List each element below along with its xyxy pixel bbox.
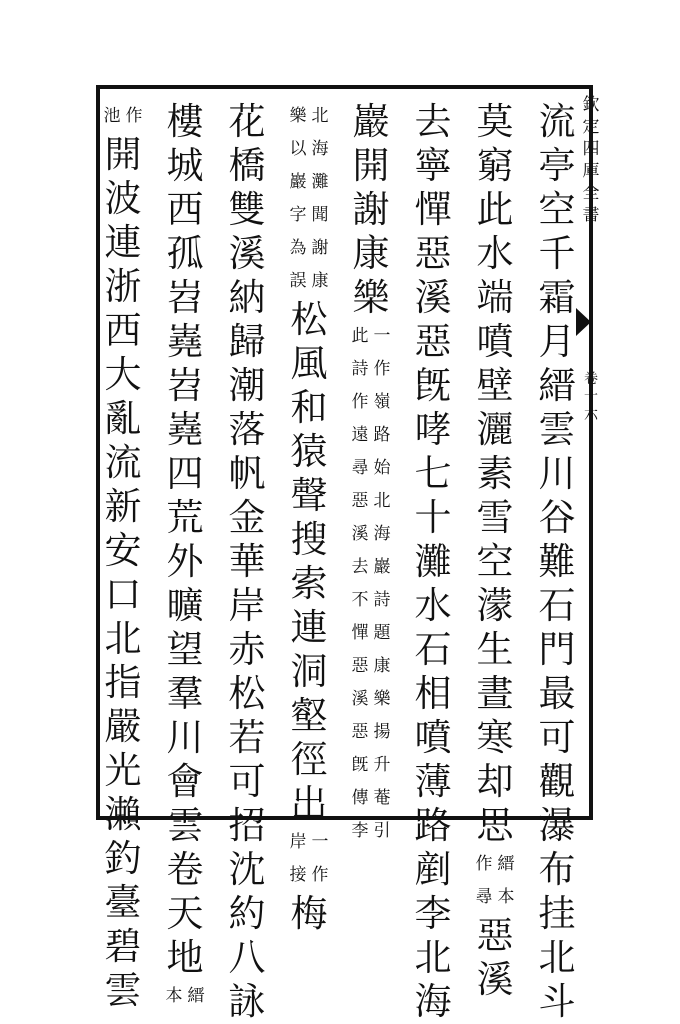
lead-note-left-line (101, 100, 123, 133)
main-glyph: 會 (166, 760, 204, 803)
note-glyph: 字 (289, 205, 307, 225)
main-glyph: 布 (538, 848, 576, 891)
main-glyph: 窮 (476, 144, 514, 187)
inline-note (287, 826, 331, 892)
lead-note-right-line (123, 100, 145, 133)
note-glyph: 尋 (351, 458, 369, 478)
note-glyph: 升 (373, 755, 391, 775)
main-glyph: 千 (538, 232, 576, 275)
main-text (225, 100, 269, 1024)
note-glyph: 北 (373, 491, 391, 511)
main-glyph: 水 (414, 584, 452, 627)
main-glyph: 思 (476, 804, 514, 847)
note-glyph: 憚 (351, 623, 369, 643)
note-glyph: 詩 (373, 590, 391, 610)
main-glyph: 濛 (476, 584, 514, 627)
main-glyph: 北 (414, 936, 452, 979)
lead-note-left-line (287, 100, 309, 298)
inline-note-right-line (495, 848, 517, 914)
main-text (163, 100, 207, 980)
main-glyph: 曠 (166, 584, 204, 627)
main-glyph: 最 (538, 672, 576, 715)
main-glyph: 出 (290, 782, 328, 825)
note-glyph: 詩 (351, 359, 369, 379)
inline-note (473, 848, 517, 914)
main-text (535, 100, 579, 1024)
note-glyph: 菴 (373, 788, 391, 808)
note-glyph: 揚 (373, 722, 391, 742)
main-glyph: 北 (104, 617, 142, 660)
main-glyph: 憚 (414, 188, 452, 231)
main-glyph: 地 (166, 936, 204, 979)
book-title: 欽 定 四 庫 全 書 (582, 95, 600, 225)
page-margin-strip (580, 80, 602, 825)
note-glyph: 海 (373, 524, 391, 544)
main-glyph: 雲 (104, 969, 142, 1012)
main-glyph: 水 (476, 232, 514, 275)
note-glyph: 縉 (497, 854, 515, 874)
main-glyph: 岧 (166, 364, 204, 407)
note-glyph: 李 (351, 821, 369, 841)
note-glyph: 作 (475, 854, 493, 874)
main-glyph: 和 (290, 386, 328, 429)
note-glyph: 溪 (351, 689, 369, 709)
main-glyph: 指 (104, 661, 142, 704)
main-glyph: 臺 (104, 881, 142, 924)
main-glyph: 此 (476, 188, 514, 231)
main-glyph: 流 (538, 100, 576, 143)
note-glyph: 接 (289, 865, 307, 885)
main-glyph: 雙 (228, 188, 266, 231)
main-glyph: 嶤 (166, 320, 204, 363)
main-glyph: 羣 (166, 672, 204, 715)
main-glyph: 十 (414, 496, 452, 539)
main-glyph: 外 (166, 540, 204, 583)
main-glyph: 城 (166, 144, 204, 187)
main-glyph: 梅 (290, 892, 328, 935)
main-glyph: 川 (538, 452, 576, 495)
main-glyph: 四 (166, 452, 204, 495)
note-glyph: 不 (351, 590, 369, 610)
main-glyph: 縉 (538, 364, 576, 407)
main-glyph: 素 (476, 452, 514, 495)
main-glyph: 索 (290, 562, 328, 605)
lead-note (101, 100, 145, 133)
main-glyph: 八 (228, 936, 266, 979)
main-glyph: 落 (228, 408, 266, 451)
main-glyph: 李 (414, 892, 452, 935)
main-glyph: 潮 (228, 364, 266, 407)
main-glyph: 相 (414, 672, 452, 715)
note-glyph: 題 (373, 623, 391, 643)
main-glyph: 連 (104, 221, 142, 264)
main-glyph: 納 (228, 276, 266, 319)
main-glyph: 開 (104, 133, 142, 176)
main-glyph: 旣 (414, 364, 452, 407)
main-glyph: 華 (228, 540, 266, 583)
main-glyph: 亂 (104, 397, 142, 440)
main-text (287, 298, 331, 826)
main-glyph: 七 (414, 452, 452, 495)
inline-note-left-line (473, 848, 495, 914)
note-glyph: 岸 (289, 832, 307, 852)
main-glyph: 哮 (414, 408, 452, 451)
main-glyph: 石 (538, 584, 576, 627)
main-glyph: 灑 (476, 408, 514, 451)
main-glyph: 北 (538, 936, 576, 979)
main-glyph: 雪 (476, 496, 514, 539)
main-glyph: 孤 (166, 232, 204, 275)
main-glyph: 溪 (476, 958, 514, 1001)
note-glyph: 康 (373, 656, 391, 676)
main-glyph: 花 (228, 100, 266, 143)
main-text (349, 100, 393, 320)
note-glyph: 池 (103, 106, 121, 126)
note-glyph: 引 (373, 821, 391, 841)
note-glyph: 作 (125, 106, 143, 126)
main-glyph: 沈 (228, 848, 266, 891)
main-glyph: 聲 (290, 474, 328, 517)
main-glyph: 釣 (104, 837, 142, 880)
main-glyph: 路 (414, 804, 452, 847)
main-glyph: 雲 (166, 804, 204, 847)
volume-number: 卷 十 六 (584, 371, 598, 423)
main-glyph: 可 (228, 760, 266, 803)
main-glyph: 惡 (414, 232, 452, 275)
inline-note (349, 320, 393, 848)
main-glyph: 噴 (476, 320, 514, 363)
main-glyph: 晝 (476, 672, 514, 715)
main-glyph: 連 (290, 606, 328, 649)
note-glyph: 路 (373, 425, 391, 445)
main-text (473, 100, 517, 848)
main-glyph: 招 (228, 804, 266, 847)
note-glyph: 縉 (187, 986, 205, 1006)
main-glyph: 歸 (228, 320, 266, 363)
note-glyph: 尋 (475, 887, 493, 907)
main-glyph: 却 (476, 760, 514, 803)
note-glyph: 為 (289, 238, 307, 258)
main-glyph: 灘 (414, 540, 452, 583)
note-glyph: 始 (373, 458, 391, 478)
note-glyph: 北 (311, 106, 329, 126)
main-glyph: 口 (104, 573, 142, 616)
main-glyph: 壑 (290, 694, 328, 737)
main-glyph: 門 (538, 628, 576, 671)
note-glyph: 巖 (373, 557, 391, 577)
main-glyph: 薄 (414, 760, 452, 803)
main-glyph: 挂 (538, 892, 576, 935)
note-glyph: 灘 (311, 172, 329, 192)
note-glyph: 海 (311, 139, 329, 159)
note-glyph: 旣 (351, 755, 369, 775)
main-glyph: 谷 (538, 496, 576, 539)
main-glyph: 石 (414, 628, 452, 671)
main-glyph: 波 (104, 177, 142, 220)
main-glyph: 新 (104, 485, 142, 528)
main-glyph: 岧 (166, 276, 204, 319)
main-glyph: 松 (290, 298, 328, 341)
main-glyph: 寒 (476, 716, 514, 759)
note-glyph: 嶺 (373, 392, 391, 412)
main-glyph: 川 (166, 716, 204, 759)
note-glyph: 一 (373, 326, 391, 346)
main-glyph: 帆 (228, 452, 266, 495)
note-glyph: 傳 (351, 788, 369, 808)
main-glyph: 嶤 (166, 408, 204, 451)
main-glyph: 岸 (228, 584, 266, 627)
main-glyph: 望 (166, 628, 204, 671)
main-glyph: 亭 (538, 144, 576, 187)
note-glyph: 巖 (289, 172, 307, 192)
main-glyph: 海 (414, 980, 452, 1023)
inline-note (163, 980, 207, 1013)
note-glyph: 樂 (289, 106, 307, 126)
main-glyph: 嚴 (104, 705, 142, 748)
main-glyph: 噴 (414, 716, 452, 759)
main-glyph: 瀨 (104, 793, 142, 836)
note-glyph: 聞 (311, 205, 329, 225)
main-glyph: 光 (104, 749, 142, 792)
main-glyph: 可 (538, 716, 576, 759)
note-glyph: 誤 (289, 271, 307, 291)
main-glyph: 溪 (228, 232, 266, 275)
main-glyph: 去 (414, 100, 452, 143)
main-glyph: 空 (538, 188, 576, 231)
lead-note (287, 100, 331, 298)
inline-note-right-line (185, 980, 207, 1013)
main-glyph: 搜 (290, 518, 328, 561)
note-glyph: 以 (289, 139, 307, 159)
note-glyph: 作 (373, 359, 391, 379)
main-glyph: 徑 (290, 738, 328, 781)
main-glyph: 橋 (228, 144, 266, 187)
note-glyph: 此 (351, 326, 369, 346)
inline-note-left-line (349, 320, 371, 848)
main-glyph: 金 (228, 496, 266, 539)
inline-note-left-line (287, 826, 309, 892)
main-glyph: 月 (538, 320, 576, 363)
note-glyph: 樂 (373, 689, 391, 709)
main-text (101, 133, 145, 1013)
note-glyph: 作 (311, 865, 329, 885)
note-glyph: 本 (497, 887, 515, 907)
note-glyph: 作 (351, 392, 369, 412)
main-glyph: 猿 (290, 430, 328, 473)
main-glyph: 流 (104, 441, 142, 484)
note-glyph: 康 (311, 271, 329, 291)
main-glyph: 剷 (414, 848, 452, 891)
inline-note-right-line (371, 320, 393, 848)
main-glyph: 浙 (104, 265, 142, 308)
note-glyph: 一 (311, 832, 329, 852)
inline-note-left-line (163, 980, 185, 1013)
main-glyph: 霜 (538, 276, 576, 319)
lead-note-right-line (309, 100, 331, 298)
main-glyph: 難 (538, 540, 576, 583)
main-glyph: 瀑 (538, 804, 576, 847)
main-glyph: 生 (476, 628, 514, 671)
main-glyph: 大 (104, 353, 142, 396)
main-glyph: 赤 (228, 628, 266, 671)
note-glyph: 惡 (351, 722, 369, 742)
main-glyph: 天 (166, 892, 204, 935)
main-glyph: 寧 (414, 144, 452, 187)
main-glyph: 風 (290, 342, 328, 385)
main-glyph: 西 (166, 188, 204, 231)
main-glyph: 端 (476, 276, 514, 319)
main-glyph: 謝 (352, 188, 390, 231)
note-glyph: 謝 (311, 238, 329, 258)
main-text (411, 100, 455, 1024)
main-glyph: 西 (104, 309, 142, 352)
main-glyph: 空 (476, 540, 514, 583)
main-glyph: 斗 (538, 980, 576, 1023)
note-glyph: 溪 (351, 524, 369, 544)
main-glyph: 安 (104, 529, 142, 572)
note-glyph: 遠 (351, 425, 369, 445)
main-glyph: 惡 (476, 914, 514, 957)
note-glyph: 本 (165, 986, 183, 1006)
main-glyph: 約 (228, 892, 266, 935)
main-glyph: 觀 (538, 760, 576, 803)
tail-text (287, 892, 331, 936)
main-glyph: 開 (352, 144, 390, 187)
main-glyph: 若 (228, 716, 266, 759)
tail-text (473, 914, 517, 1002)
inline-note-right-line (309, 826, 331, 892)
main-glyph: 莫 (476, 100, 514, 143)
main-glyph: 荒 (166, 496, 204, 539)
note-glyph: 惡 (351, 656, 369, 676)
main-glyph: 壁 (476, 364, 514, 407)
main-glyph: 樓 (166, 100, 204, 143)
main-glyph: 惡 (414, 320, 452, 363)
note-glyph: 惡 (351, 491, 369, 511)
main-glyph: 松 (228, 672, 266, 715)
main-glyph: 溪 (414, 276, 452, 319)
main-glyph: 康 (352, 232, 390, 275)
main-glyph: 洞 (290, 650, 328, 693)
main-glyph: 詠 (228, 980, 266, 1023)
main-glyph: 雲 (538, 408, 576, 451)
main-glyph: 碧 (104, 925, 142, 968)
main-glyph: 巖 (352, 100, 390, 143)
main-glyph: 樂 (352, 276, 390, 319)
note-glyph: 去 (351, 557, 369, 577)
main-glyph: 卷 (166, 848, 204, 891)
